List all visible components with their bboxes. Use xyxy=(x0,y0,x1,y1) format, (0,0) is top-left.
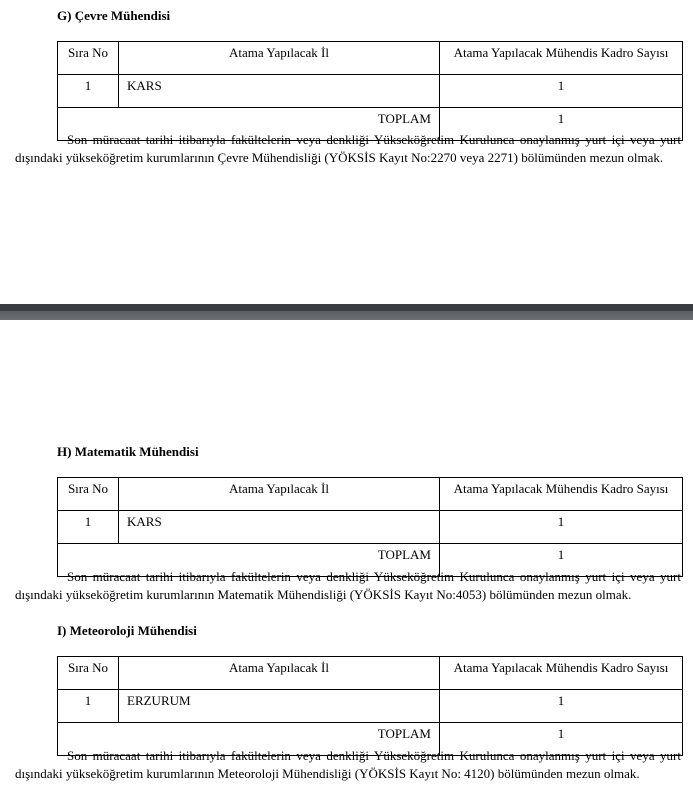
table-header-row xyxy=(58,657,683,690)
header-sira-no: Sıra No xyxy=(58,657,119,690)
header-il: Atama Yapılacak İl xyxy=(119,478,440,511)
header-il: Atama Yapılacak İl xyxy=(119,657,440,690)
row-count: 1 xyxy=(440,690,683,723)
page-separator xyxy=(0,304,693,320)
cadre-table-h xyxy=(57,477,683,577)
total-value: 1 xyxy=(440,108,683,141)
requirement-paragraph-i: Son müracaat tarihi itibarıyla fakültelerin veya denkliği Yükseköğretim Kurulunca onaylanmış yurt içi veya yurt dışındaki yükseköğretim kurumlarının Meteoroloji Mühendisliği (YÖKSİS Kayıt No: 4120) bölümünden mezun olmak. xyxy=(15,748,681,781)
table-header-row xyxy=(58,42,683,75)
table-row xyxy=(58,690,683,723)
header-kadro-sayisi: Atama Yapılacak Mühendis Kadro Sayısı xyxy=(440,42,683,75)
header-il: Atama Yapılacak İl xyxy=(119,42,440,75)
row-count: 1 xyxy=(440,75,683,108)
table-row xyxy=(58,75,683,108)
table-header-row xyxy=(58,478,683,511)
table-row xyxy=(58,511,683,544)
row-no: 1 xyxy=(58,690,119,723)
header-sira-no: Sıra No xyxy=(58,478,119,511)
total-value: 1 xyxy=(440,723,683,756)
row-no: 1 xyxy=(58,75,119,108)
header-sira-no: Sıra No xyxy=(58,42,119,75)
total-label: TOPLAM xyxy=(58,723,440,756)
header-kadro-sayisi: Atama Yapılacak Mühendis Kadro Sayısı xyxy=(440,657,683,690)
row-il: KARS xyxy=(119,75,440,108)
requirement-paragraph-g: Son müracaat tarihi itibarıyla fakültelerin veya denkliği Yükseköğretim Kurulunca onaylanmış yurt içi veya yurt dışındaki yükseköğretim kurumlarının Çevre Mühendisliği (YÖKSİS Kayıt No:2270 veya 2271) bölümünden mezun olmak. xyxy=(15,132,681,165)
section-heading-g: G) Çevre Mühendisi xyxy=(57,8,171,23)
total-label: TOPLAM xyxy=(58,108,440,141)
header-kadro-sayisi: Atama Yapılacak Mühendis Kadro Sayısı xyxy=(440,478,683,511)
row-il: ERZURUM xyxy=(119,690,440,723)
total-label: TOPLAM xyxy=(58,544,440,577)
row-il: KARS xyxy=(119,511,440,544)
cadre-table-g xyxy=(57,41,683,141)
row-count: 1 xyxy=(440,511,683,544)
row-no: 1 xyxy=(58,511,119,544)
cadre-table-i xyxy=(57,656,683,756)
total-value: 1 xyxy=(440,544,683,577)
requirement-paragraph-h: Son müracaat tarihi itibarıyla fakültelerin veya denkliği Yükseköğretim Kurulunca onaylanmış yurt içi veya yurt dışındaki yükseköğretim kurumlarının Matematik Mühendisliği (YÖKSİS Kayıt No:4053) bölümünden mezun olmak. xyxy=(15,569,681,602)
section-heading-i: I) Meteoroloji Mühendisi xyxy=(57,623,197,638)
section-heading-h: H) Matematik Mühendisi xyxy=(57,444,199,459)
